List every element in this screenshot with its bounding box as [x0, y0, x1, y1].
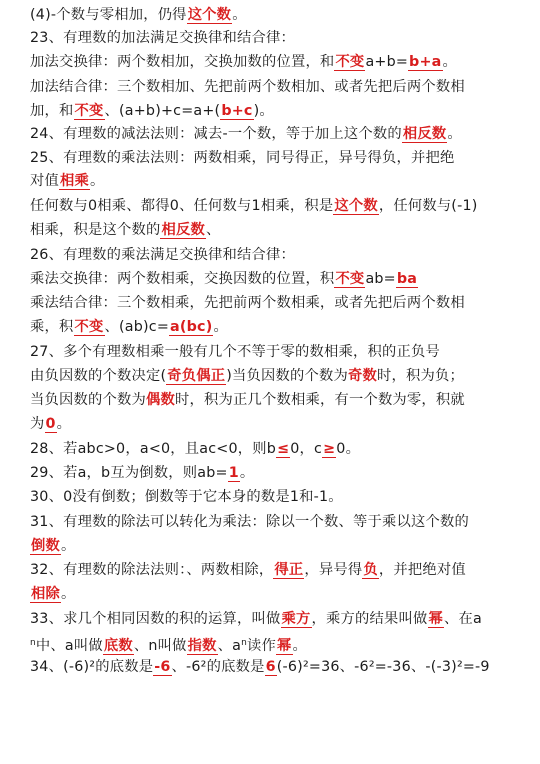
text-line: [30, 389, 465, 411]
line-text: 。: [442, 54, 458, 70]
line-text: )。: [253, 103, 274, 119]
answer-text: 不变: [74, 103, 104, 119]
answer-text: 不变: [335, 54, 365, 70]
text-line: [30, 438, 360, 460]
text-line: [30, 100, 274, 122]
line-text: 30、0没有倒数；倒数等于它本身的数是1和-1。: [30, 489, 343, 505]
answer-text: 1: [228, 465, 239, 481]
text-line: [30, 341, 440, 363]
answer-text: 相反数: [402, 126, 447, 142]
line-text: 23、有理数的加法满足交换律和结合律：: [30, 30, 296, 46]
answer-text: 6: [265, 659, 276, 675]
text-line: [30, 4, 247, 26]
line-text: 31、有理数的除法可以转化为乘法：除以一个数、等于乘以这个数的: [30, 514, 469, 530]
line-text: 乘，积: [30, 319, 74, 335]
line-text: 。: [213, 319, 228, 335]
answer-text: b+c: [221, 103, 253, 119]
answer-text: 这个数: [187, 7, 232, 23]
text-line: [30, 219, 220, 241]
line-text: 、(ab)c=: [104, 319, 170, 335]
answer-text: 幂: [277, 638, 292, 654]
line-text: 0，c: [290, 441, 323, 457]
answer-text: a(bc): [170, 319, 213, 335]
text-line: [30, 244, 295, 266]
line-text: 。: [61, 538, 76, 554]
line-text: 、n叫做: [133, 638, 187, 654]
line-text: 。: [239, 465, 255, 481]
text-line: [30, 583, 76, 605]
text-line: [30, 632, 307, 654]
line-text: 24、有理数的减法法则：减去-一个数，等于加上这个数的: [30, 126, 402, 142]
line-text: 25、有理数的乘法法则：两数相乘，同号得正，异号得负，并把绝: [30, 150, 455, 166]
line-text: 0。: [336, 441, 361, 457]
answer-text: ≤: [277, 441, 290, 457]
answer-text: 幂: [428, 611, 444, 627]
line-text: 时，积为正几个数相乘，有一个数为零，积就: [174, 392, 465, 408]
answer-text: 得正: [274, 562, 304, 578]
answer-text: 偶数: [145, 392, 175, 408]
answer-text: 底数: [103, 638, 133, 654]
answer-text: -6: [154, 659, 171, 675]
text-line: [30, 51, 457, 73]
line-text: 加，和: [30, 103, 74, 119]
text-line: [30, 486, 343, 508]
answer-text: 奇数: [348, 368, 378, 384]
line-text: 29、若a，b互为倒数，则ab=: [30, 465, 228, 481]
line-text: 为: [30, 416, 45, 432]
answer-text: 不变: [74, 319, 104, 335]
line-text: 、a: [217, 638, 242, 654]
line-text: 对值: [30, 173, 59, 189]
line-text: ，任何数与(-1): [378, 198, 478, 214]
line-text: 中、a叫做: [35, 638, 103, 654]
line-text: 32、有理数的除法法则：、两数相除，: [30, 562, 274, 578]
line-text: 相乘，积是这个数的: [30, 222, 161, 238]
line-text: 、在a: [444, 611, 482, 627]
line-text: 。: [56, 416, 72, 432]
answer-text: 相除: [31, 586, 60, 602]
text-line: [30, 656, 490, 678]
text-line: [30, 462, 254, 484]
answer-text: 负: [363, 562, 378, 578]
text-line: [30, 27, 295, 49]
answer-text: b+a: [409, 54, 442, 70]
line-text: ，异号得: [304, 562, 363, 578]
superscript-text: n: [30, 638, 36, 648]
line-text: 加法结合律：三个数相加、先把前两个数相加、或者先把后两个数相: [30, 79, 465, 95]
answer-text: ≥: [323, 441, 336, 457]
line-text: 当负因数的个数为: [30, 392, 146, 408]
line-text: 。: [90, 173, 105, 189]
text-line: [30, 511, 469, 533]
line-text: 。: [232, 7, 247, 23]
text-line: [30, 123, 462, 145]
line-text: (4)-个数与零相加，仍得: [30, 7, 187, 23]
superscript-text: n: [241, 638, 247, 648]
answer-text: 0: [45, 416, 56, 432]
answer-text: 不变: [335, 271, 365, 287]
answer-text: 相乘: [60, 173, 89, 189]
line-text: ，乘方的结果叫做: [311, 611, 428, 627]
text-line: [30, 559, 466, 581]
line-text: 、(a+b)+c=a+(: [104, 103, 221, 119]
text-line: [30, 365, 464, 387]
answer-text: 相反数: [161, 222, 205, 238]
line-text: )当负因数的个数为: [226, 368, 349, 384]
line-text: 。: [292, 638, 307, 654]
answer-text: 这个数: [334, 198, 378, 214]
text-line: [30, 316, 228, 338]
text-line: [30, 535, 76, 557]
answer-text: ba: [396, 271, 418, 287]
text-line: [30, 268, 418, 290]
text-line: [30, 195, 478, 217]
line-text: 读作: [247, 638, 276, 654]
text-line: [30, 170, 105, 192]
line-text: 加法交换律：两个数相加，交换加数的位置，和: [30, 54, 335, 70]
text-line: [30, 608, 482, 630]
text-line: [30, 76, 465, 98]
answer-text: 指数: [187, 638, 217, 654]
text-line: [30, 413, 71, 435]
line-text: 、: [205, 222, 221, 238]
line-text: ab=: [365, 271, 396, 287]
answer-text: 奇负偶正: [167, 368, 226, 384]
line-text: ，并把绝对值: [378, 562, 466, 578]
line-text: 33、求几个相同因数的积的运算，叫做: [30, 611, 281, 627]
line-text: 34、(-6)²的底数是: [30, 659, 154, 675]
line-text: 乘法结合律：三个数相乘，先把前两个数相乘，或者先把后两个数相: [30, 295, 465, 311]
line-text: 乘法交换律：两个数相乘，交换因数的位置，积: [30, 271, 335, 287]
line-text: 、-6²的底数是: [171, 659, 265, 675]
text-line: [30, 147, 455, 169]
answer-text: 乘方: [281, 611, 311, 627]
answer-text: 倒数: [31, 538, 60, 554]
line-text: 由负因数的个数决定(: [30, 368, 167, 384]
line-text: 任何数与0相乘、都得0、任何数与1相乘，积是: [30, 198, 334, 214]
line-text: 。: [61, 586, 76, 602]
line-text: 27、多个有理数相乘一般有几个不等于零的数相乘，积的正负号: [30, 344, 441, 360]
line-text: 26、有理数的乘法满足交换律和结合律：: [30, 247, 296, 263]
text-line: [30, 292, 465, 314]
line-text: (-6)²=36、-6²=-36、-(-3)²=-9: [276, 659, 490, 675]
line-text: 28、若abc>0，a<0，且ac<0，则b: [30, 441, 277, 457]
line-text: 。: [447, 126, 462, 142]
line-text: a+b=: [365, 54, 409, 70]
line-text: 时，积为负；: [377, 368, 464, 384]
